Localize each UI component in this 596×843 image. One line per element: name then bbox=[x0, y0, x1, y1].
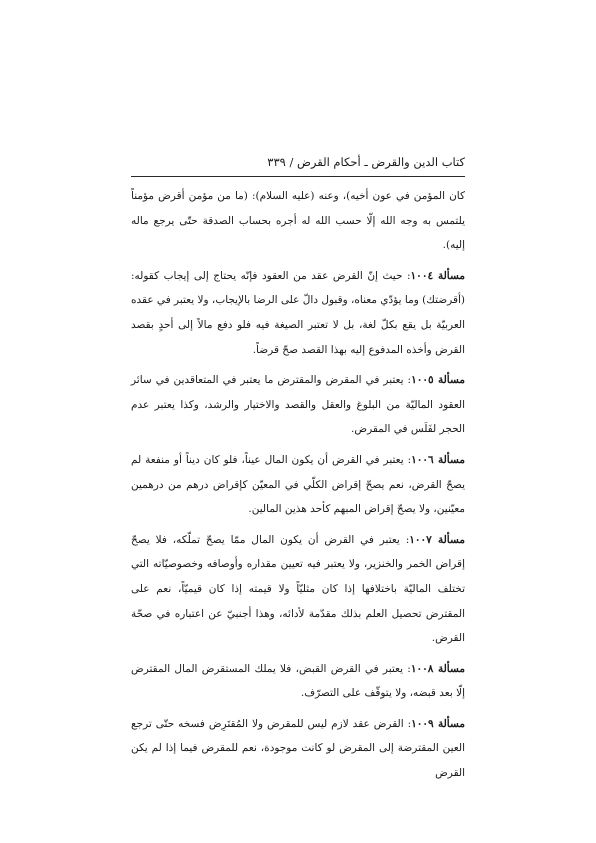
paragraph-issue-1004 bbox=[131, 264, 465, 362]
paragraph-issue-1009 bbox=[131, 712, 465, 786]
paragraph-text: : يعتبر في القرض أن يكون المال عيناً، فلو كان ديناً أو منفعة لم يصحّ القرض، نعم يصحّ إقراض الكلّي في المعيّن كإقراض درهم من درهمين معيّنين، ولا يصحّ إقراض المبهم كأحد هذين المالين. bbox=[131, 453, 465, 516]
paragraph-text: كان المؤمن في عون أخيه)، وعنه (عليه السلام): (ما من مؤمن أقرض مؤمناً يلتمس به وجه الله إلّا حسب الله له أجره بحساب الصدقة حتّى يرجع ماله إليه). bbox=[131, 190, 465, 252]
paragraph-text: : يعتبر في القرض أن يكون المال ممّا يصحّ تملّكه، فلا يصحّ إقراض الخمر والخنزير، ولا يعتبر فيه تعيين مقداره وأوصافه وخصوصيّاته التي تختلف الماليّة باختلافها إذا كان مثليّاً ولا قيمته إذا كان قيميّاً، نعم على المقترض تحصيل العلم بذلك مقدّمة لأدائه، وهذا أجنبيّ عن اعتباره في صحّة القرض. bbox=[131, 533, 465, 645]
issue-number-label: مسألة ١٠٠٧ bbox=[409, 533, 465, 546]
issue-number-label: مسألة ١٠٠٦ bbox=[411, 453, 465, 466]
running-header: كتاب الدين والقرض ـ أحكام القرض / ٣٣٩ bbox=[267, 155, 465, 169]
paragraph-issue-1005 bbox=[131, 368, 465, 442]
header-divider bbox=[131, 176, 465, 177]
paragraph-text: : حيث إنّ القرض عقد من العقود فإنّه يحتاج إلى إيجاب كقوله: (أقرضتك) وما يؤدّي معناه، وقبول دالّ على الرضا بالإيجاب، ولا يعتبر في عقده العربيّة بل يقع بكلّ لغة، بل لا تعتبر الصيغة فيه فلو دفع مالاً إلى أحدٍ بقصد القرض وأخذه المدفوع إليه بهذا القصد صحّ قرضاً. bbox=[131, 269, 465, 356]
paragraph-text: : يعتبر في القرض القبض، فلا يملك المستقرض المال المقترض إلّا بعد قبضه، ولا يتوقّف على التصرّف. bbox=[131, 662, 465, 700]
paragraph-issue-1006 bbox=[131, 448, 465, 522]
paragraph-issue-1008 bbox=[131, 657, 465, 706]
issue-number-label: مسألة ١٠٠٨ bbox=[410, 662, 465, 675]
issue-number-label: مسألة ١٠٠٩ bbox=[411, 717, 465, 730]
issue-number-label: مسألة ١٠٠٥ bbox=[411, 374, 465, 387]
paragraph-text: : القرض عقد لازم ليس للمقرض ولا المُقتَرِض فسخه حتّى ترجع العين المقترضة إلى المقرض لو كانت موجودة، نعم للمقرض فيما إذا لم يكن القرض bbox=[131, 717, 465, 780]
paragraph-text: : يعتبر في المقرض والمقترض ما يعتبر في المتعاقدين في سائر العقود الماليّة من البلوغ والعقل والقصد والاختيار والرشد، وكذا يعتبر عدم الحجر لفَلَس في المقرض. bbox=[131, 374, 465, 436]
paragraph-issue-1007 bbox=[131, 528, 465, 651]
page-body bbox=[131, 184, 465, 792]
issue-number-label: مسألة ١٠٠٤ bbox=[410, 269, 465, 282]
paragraph-intro bbox=[131, 184, 465, 258]
